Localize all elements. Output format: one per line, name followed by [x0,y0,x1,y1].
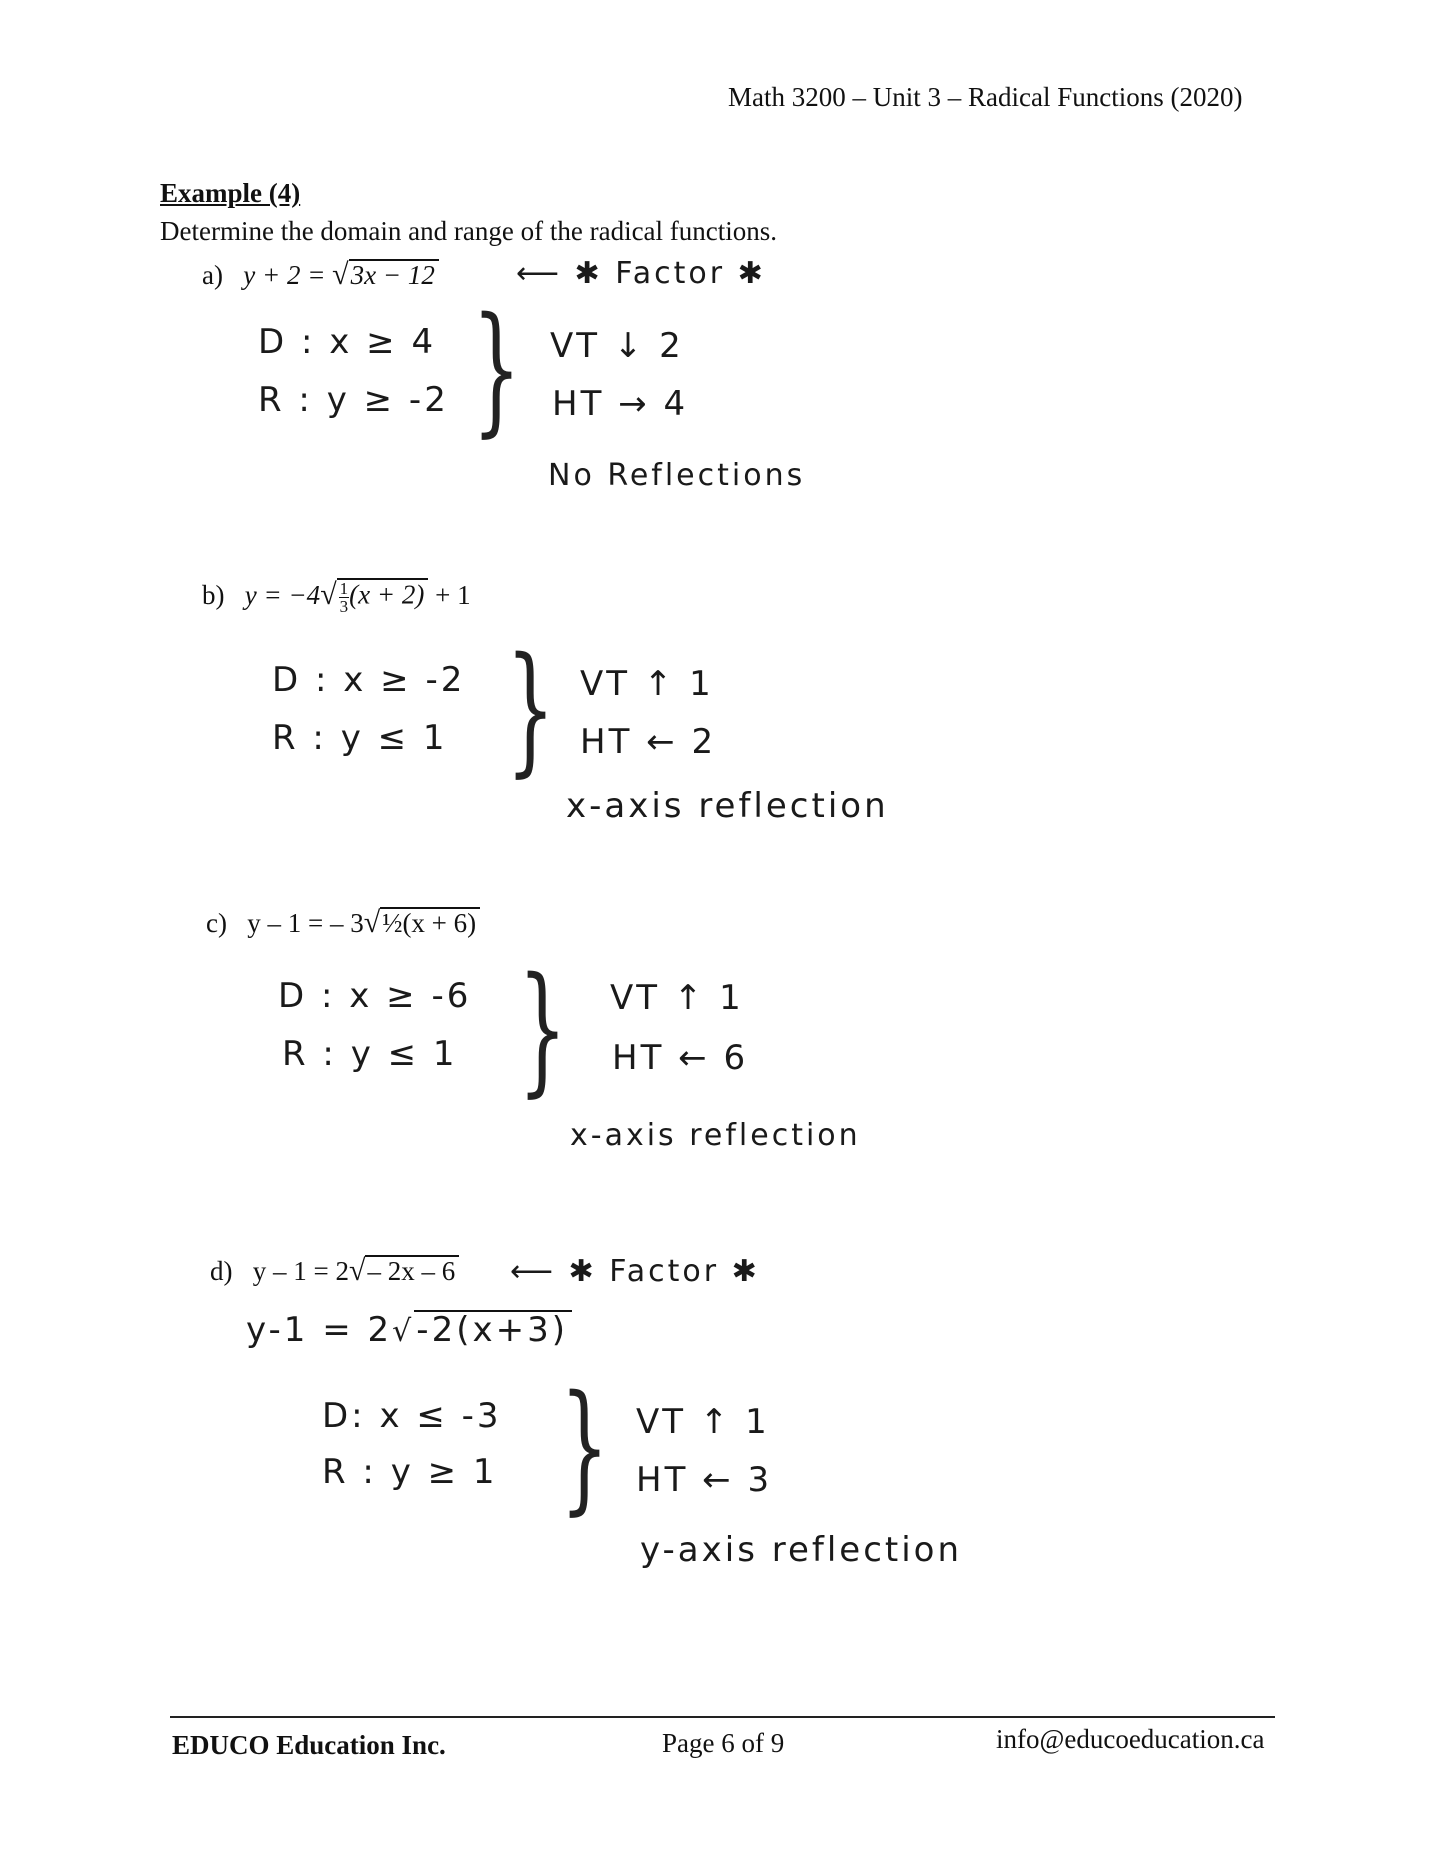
problem-b-vertical-translation: VT ↑ 1 [580,664,714,704]
problem-d-equation [210,1254,459,1288]
problem-c-equation [206,906,480,940]
instruction-text: Determine the domain and range of the radical functions. [160,216,778,246]
problem-d-reflection: y-axis reflection [640,1530,963,1570]
problem-a-lhs: y + 2 = [243,260,333,290]
problem-d-range: R : y ≥ 1 [322,1452,498,1492]
problem-a-factor-note: ⟵ ✱ Factor ✱ [516,256,766,291]
footer-email[interactable]: info@educoeducation.ca [996,1724,1265,1754]
problem-d-factor-note: ⟵ ✱ Factor ✱ [510,1254,760,1289]
problem-a-radicand: 3x − 12 [350,260,435,290]
radical-sign-icon: √ [363,906,381,939]
problem-d-lhs: y – 1 = 2 [252,1256,349,1286]
problem-a-label: a) [202,260,223,290]
problem-d-domain: D: x ≤ -3 [322,1396,502,1436]
problem-b-lhs: y = −4 [244,580,321,610]
problem-d-radicand: – 2x – 6 [367,1256,456,1286]
curly-brace-icon: } [518,948,567,1111]
problem-c-lhs: y – 1 = – 3 [247,908,364,938]
problem-c-range: R : y ≤ 1 [282,1034,458,1074]
problem-b-label: b) [202,580,225,610]
problem-a-reflection: No Reflections [548,458,806,493]
problem-d-factored-equation [246,1310,572,1350]
page-header: Math 3200 – Unit 3 – Radical Functions (2020) [728,82,1243,112]
problem-d-label: d) [210,1256,233,1286]
problem-d-horizontal-translation: HT ← 3 [636,1460,773,1500]
problem-b-radicand: (x + 2) [349,580,425,610]
problem-c-label: c) [206,908,227,938]
problem-c-vertical-translation: VT ↑ 1 [610,978,744,1018]
curly-brace-icon: } [472,288,521,451]
problem-c-radicand: ½(x + 6) [382,908,477,938]
problem-b-equation [202,578,471,615]
problem-d-factored-radicand: -2(x+3) [416,1310,568,1350]
radical-sign-icon: √ [332,258,349,291]
radical-sign-icon: √ [320,578,337,611]
curly-brace-icon: } [506,628,555,791]
footer-divider [170,1716,1275,1718]
problem-a-domain: D : x ≥ 4 [258,322,437,362]
problem-b-domain: D : x ≥ -2 [272,660,466,700]
problem-c-domain: D : x ≥ -6 [278,976,472,1016]
problem-b-after: + 1 [428,580,471,610]
problem-a-horizontal-translation: HT → 4 [552,384,689,424]
problem-a-range: R : y ≥ -2 [258,380,449,420]
radical-sign-icon: √ [392,1314,415,1349]
example-title: Example (4) [160,178,301,208]
footer-company: EDUCO Education Inc. [172,1730,446,1760]
problem-d-factored-lhs: y-1 = 2 [246,1310,393,1350]
radical-sign-icon: √ [348,1254,366,1287]
problem-a-vertical-translation: VT ↓ 2 [550,326,684,366]
problem-c-reflection: x-axis reflection [570,1118,861,1153]
footer-page-number: Page 6 of 9 [662,1728,785,1758]
problem-d-vertical-translation: VT ↑ 1 [636,1402,770,1442]
problem-b-fraction: $\frac{1}{3}$ [339,579,349,617]
problem-a-equation [202,258,439,292]
curly-brace-icon: } [560,1366,609,1529]
problem-b-reflection: x-axis reflection [566,786,889,826]
problem-b-range: R : y ≤ 1 [272,718,448,758]
problem-b-horizontal-translation: HT ← 2 [580,722,717,762]
problem-c-horizontal-translation: HT ← 6 [612,1038,749,1078]
